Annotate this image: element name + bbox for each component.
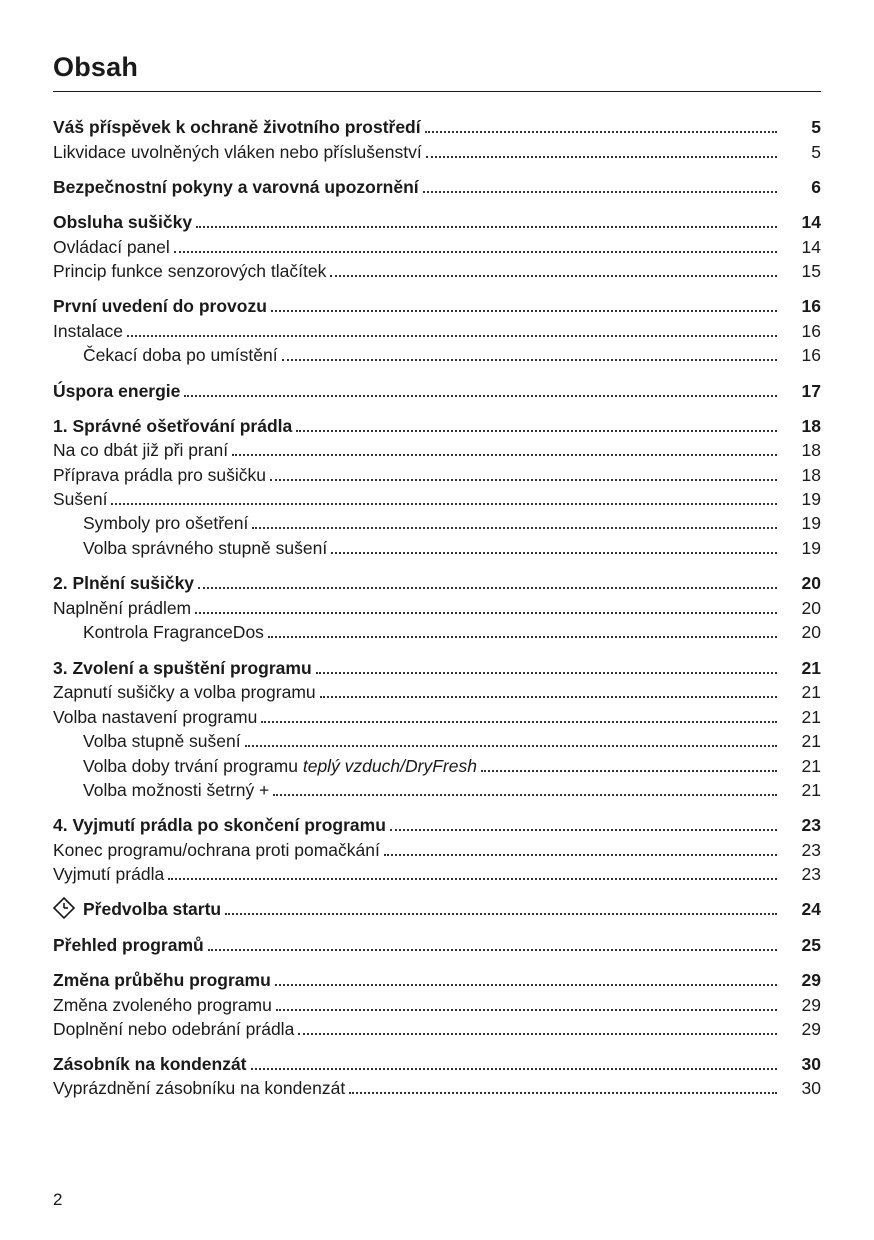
toc-entry[interactable] [53,487,821,511]
toc-entry[interactable] [53,140,821,164]
toc-entry-label: Obsluha sušičky [53,212,193,232]
toc-entry-page: 20 [801,573,821,593]
toc-entry-page: 19 [801,489,821,509]
toc-entry-label: Přehled programů [53,935,204,955]
dot-leader [273,793,777,796]
dot-leader [271,309,777,312]
toc-entry-page: 14 [801,237,821,257]
dot-leader [198,586,777,589]
toc-entry-label: Volba stupně sušení [83,731,241,751]
toc-entry[interactable] [53,897,821,921]
toc-entry-page: 23 [801,864,821,884]
toc-entry[interactable] [83,343,821,367]
toc-entry-label: Bezpečnostní pokyny a varovná upozornění [53,177,419,197]
toc-entry[interactable] [53,571,821,595]
toc-entry-label: Princip funkce senzorových tlačítek [53,261,327,281]
dot-leader [390,828,777,831]
dot-leader [184,394,777,397]
toc-entry[interactable] [53,862,821,886]
toc-entry-label: 1. Správné ošetřování prádla [53,416,293,436]
toc-entry-label: Váš příspěvek k ochraně životního prostředí [53,117,421,137]
toc-entry[interactable] [53,705,821,729]
toc-entry-label: Instalace [53,321,124,341]
toc-entry-label: Změna zvoleného programu [53,995,272,1015]
toc-entry[interactable] [53,319,821,343]
dot-leader [268,635,777,638]
dot-leader [426,155,777,158]
dot-leader [275,983,777,986]
toc-entry[interactable] [53,968,821,992]
toc-entry-page: 14 [801,212,821,232]
dot-leader [384,853,777,856]
toc-entry-page: 15 [801,261,821,281]
toc-entry-label: 4. Vyjmutí prádla po skončení programu [53,815,386,835]
toc-entry[interactable] [53,813,821,837]
toc-entry[interactable] [83,729,821,753]
toc-entry-page: 18 [801,416,821,436]
toc-entry-page: 20 [801,622,821,642]
toc-entry-label: Na co dbát již při praní [53,440,229,460]
toc-entry-label: Symboly pro ošetření [83,513,249,533]
toc-entry[interactable] [53,596,821,620]
toc-entry-page: 18 [801,440,821,460]
toc-entry[interactable] [83,620,821,644]
toc-entry-page: 18 [801,465,821,485]
dot-leader [296,429,777,432]
dot-leader [423,190,777,193]
toc-entry[interactable] [83,754,821,778]
toc-entry[interactable] [53,656,821,680]
toc-entry-label: Předvolba startu [53,897,221,921]
toc-entry[interactable] [53,414,821,438]
toc-entry-page: 16 [801,321,821,341]
toc-entry-page: 20 [801,598,821,618]
toc-entry-label: Kontrola FragranceDos [83,622,264,642]
toc-entry-page: 16 [801,296,821,316]
dot-leader [282,358,777,361]
toc-entry-page: 30 [801,1078,821,1098]
toc-entry-label: Ovládací panel [53,237,170,257]
toc-entry-page: 21 [801,780,821,800]
dot-leader [276,1008,777,1011]
dot-leader [330,274,777,277]
toc-entry-label: Doplnění nebo odebrání prádla [53,1019,295,1039]
toc-entry[interactable] [53,933,821,957]
toc-entry-label: Vyjmutí prádla [53,864,165,884]
toc-entry-label: Naplnění prádlem [53,598,192,618]
toc-entry-page: 21 [801,756,821,776]
toc-entry-page: 23 [801,815,821,835]
toc-entry[interactable] [53,1076,821,1100]
dot-leader [270,478,777,481]
toc-entry-label: Konec programu/ochrana proti pomačkání [53,840,380,860]
toc-entry-label: Zásobník na kondenzát [53,1054,247,1074]
toc-entry-label: 2. Plnění sušičky [53,573,195,593]
toc-entry[interactable] [53,235,821,259]
toc-entry-label: Příprava prádla pro sušičku [53,465,267,485]
toc-entry[interactable] [83,511,821,535]
toc-entry[interactable] [53,463,821,487]
dot-leader [320,695,777,698]
toc-entry-page: 6 [811,177,821,197]
toc-entry-label: Změna průběhu programu [53,970,271,990]
toc-entry-page: 24 [801,899,821,919]
toc-entry-page: 19 [801,538,821,558]
toc-entry-label: Likvidace uvolněných vláken nebo příslušenství [53,142,422,162]
toc-entry-label: Sušení [53,489,108,509]
dot-leader [425,130,777,133]
toc-entry[interactable] [53,838,821,862]
toc-entry[interactable] [53,294,821,318]
dot-leader [225,912,777,915]
dot-leader [111,502,777,505]
toc-entry-label: Vyprázdnění zásobníku na kondenzát [53,1078,346,1098]
dot-leader [252,526,777,529]
toc-entry-page: 21 [801,682,821,702]
dot-leader [208,948,777,951]
toc-entry[interactable] [83,778,821,802]
toc-entry-label: Zapnutí sušičky a volba programu [53,682,316,702]
toc-entry[interactable] [53,379,821,403]
toc-entry-page: 5 [811,117,821,137]
toc-entry[interactable] [53,1017,821,1041]
toc-entry-page: 23 [801,840,821,860]
toc-entry-label: Volba doby trvání programu teplý vzduch/DryFresh [83,756,477,776]
dot-leader [481,769,777,772]
toc-entry-page: 21 [801,707,821,727]
dot-leader [298,1032,777,1035]
dot-leader [174,250,777,253]
toc-entry[interactable] [83,536,821,560]
dot-leader [196,225,777,228]
dot-leader [349,1091,777,1094]
toc-entry[interactable] [53,259,821,283]
toc-entry-page: 29 [801,1019,821,1039]
toc-entry[interactable] [53,993,821,1017]
toc-entry-label: 3. Zvolení a spuštění programu [53,658,312,678]
dot-leader [316,671,777,674]
toc-entry[interactable] [53,680,821,704]
toc-entry[interactable] [53,115,821,139]
dot-leader [232,453,777,456]
dot-leader [168,877,777,880]
page-title: Obsah [53,52,139,82]
dot-leader [331,551,777,554]
toc-entry-label: Volba nastavení programu [53,707,258,727]
toc-entry[interactable] [53,1052,821,1076]
toc-entry-page: 29 [801,970,821,990]
timer-diamond-icon [53,897,75,919]
dot-leader [251,1067,778,1070]
toc-entry-page: 25 [801,935,821,955]
toc-entry-label: Volba možnosti šetrný + [83,780,270,800]
toc-entry-page: 5 [811,142,821,162]
page-number: 2 [53,1190,63,1209]
dot-leader [195,611,777,614]
toc-entry[interactable] [53,210,821,234]
toc-entry-label: Úspora energie [53,381,181,401]
toc-entry-label: Volba správného stupně sušení [83,538,328,558]
dot-leader [261,720,777,723]
toc-entry[interactable] [53,175,821,199]
toc-entry-page: 21 [801,731,821,751]
toc-entry-page: 16 [801,345,821,365]
toc-entry[interactable] [53,438,821,462]
toc-entry-page: 19 [801,513,821,533]
toc-entry-label: První uvedení do provozu [53,296,267,316]
toc-entry-page: 21 [801,658,821,678]
dot-leader [245,744,777,747]
toc-entry-page: 17 [801,381,821,401]
dot-leader [127,334,777,337]
toc-entry-label: Čekací doba po umístění [83,345,278,365]
toc-entry-page: 30 [801,1054,821,1074]
toc-entry-page: 29 [801,995,821,1015]
